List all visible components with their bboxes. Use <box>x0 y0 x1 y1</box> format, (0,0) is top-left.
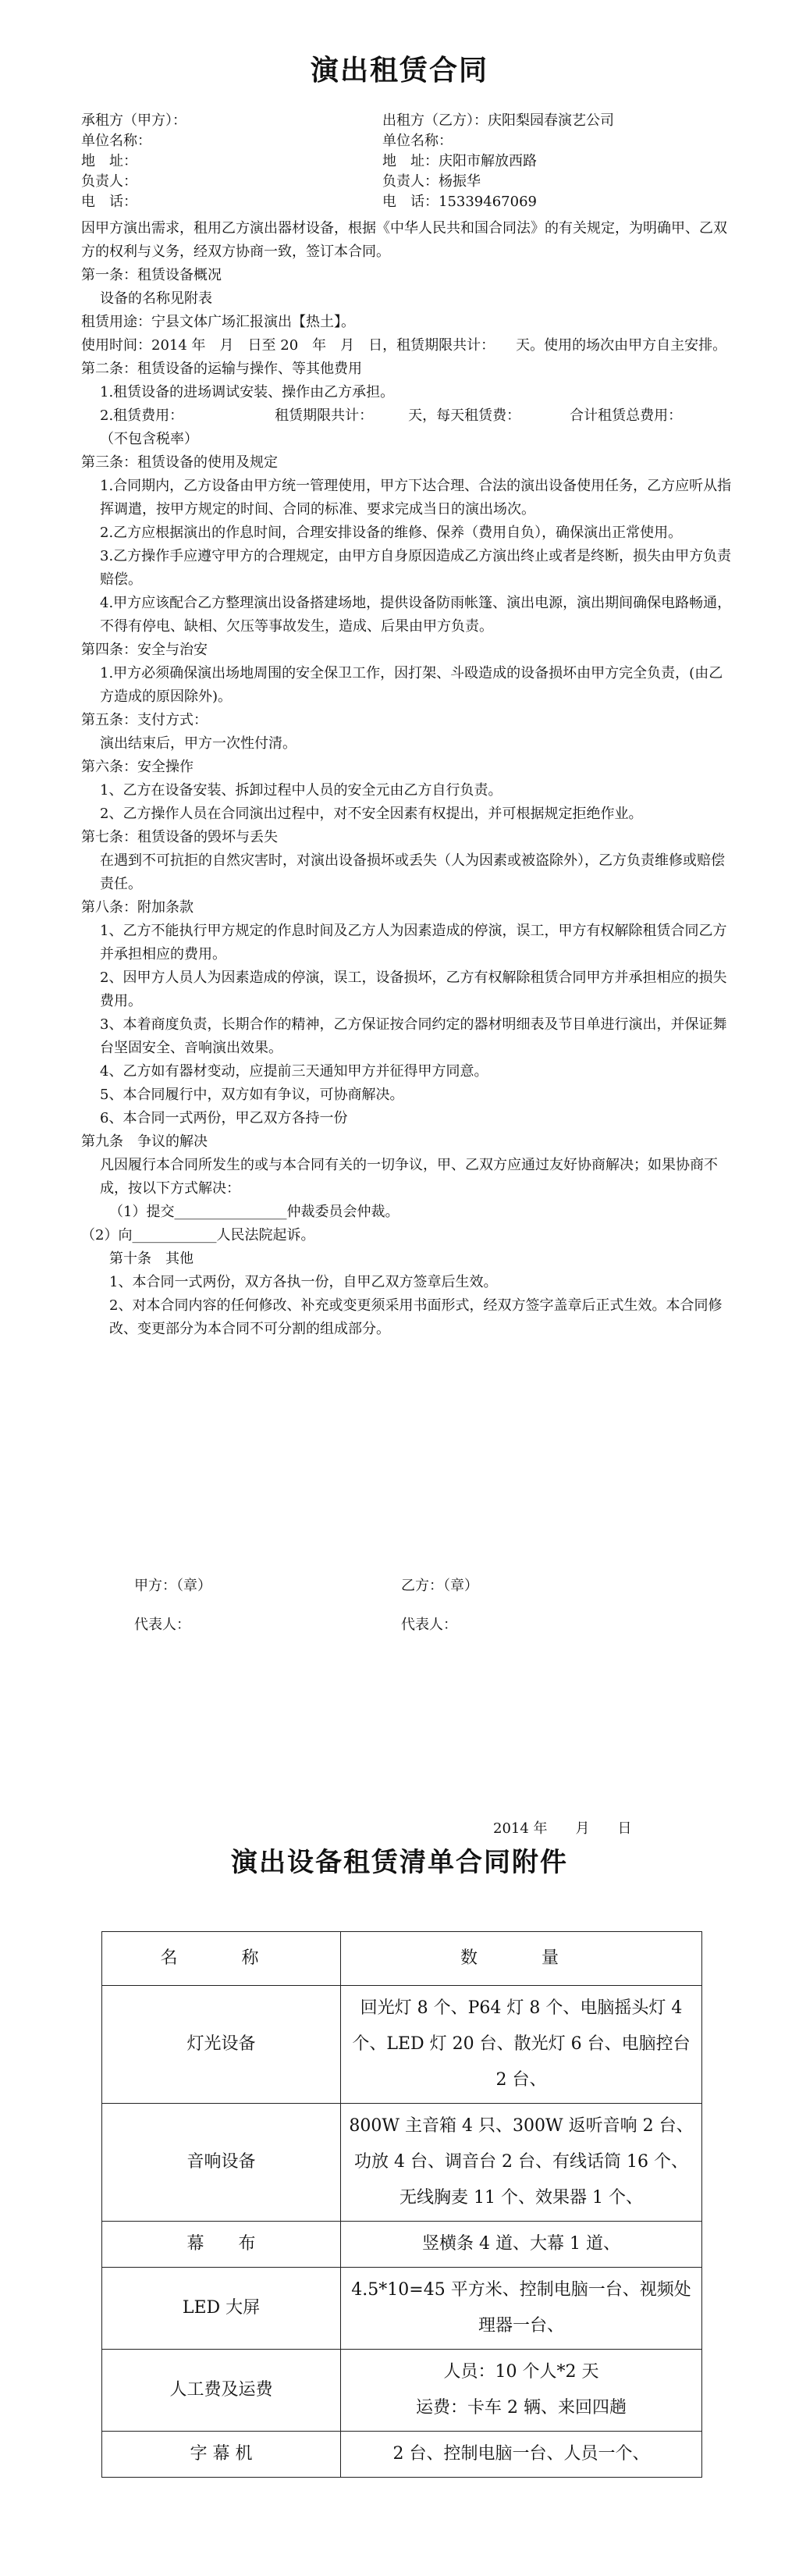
clause-paragraph: 1、乙方不能执行甲方规定的作息时间及乙方人为因素造成的停演，误工，甲方有权解除租赁合同乙方并承担相应的费用。 <box>100 923 727 962</box>
party-b-seal: 乙方：（章） <box>401 1578 478 1594</box>
clause-paragraph: 2.租赁费用： 租赁期限共计： 天，每天租赁费： 合计租赁总费用： （不包含税率） <box>100 407 774 447</box>
party-b-line: 负责人：杨振华 <box>382 173 481 190</box>
clause-paragraph: 第五条：支付方式： <box>81 712 208 728</box>
party-b-line: 电 话：15339467069 <box>382 194 537 210</box>
clause-paragraph: 第四条：安全与治安 <box>81 642 208 658</box>
clause-paragraph: 2、因甲方人员人为因素造成的停演，误工，设备损坏，乙方有权解除租赁合同甲方并承担相应的损失费用。 <box>100 970 727 1009</box>
party-a-line: 地 址： <box>81 153 137 169</box>
clause-paragraph: 1.租赁设备的进场调试安装、操作由乙方承担。 <box>100 384 395 400</box>
equipment-quantity: 2 台、控制电脑一台、人员一个、 <box>341 2432 702 2478</box>
contract-title: 演出租赁合同 <box>310 55 488 87</box>
table-row <box>102 2350 702 2432</box>
clause-paragraph: 1.合同期内，乙方设备由甲方统一管理使用，甲方下达合理、合法的演出设备使用任务，乙方应听从指挥调遣，按甲方规定的时间、合同的标准、要求完成当日的演出场次。 <box>100 478 732 518</box>
equipment-quantity: 800W 主音箱 4 只、300W 返听音响 2 台、功放 4 台、调音台 2 台、有线话筒 16 个、无线胸麦 11 个、效果器 1 个、 <box>341 2104 702 2222</box>
clause-paragraph: 1、本合同一式两份，双方各执一份，自甲乙双方签章后生效。 <box>109 1274 498 1290</box>
party-b-representative: 代表人： <box>401 1617 457 1633</box>
party-a-line: 单位名称： <box>81 133 151 149</box>
clause-paragraph: （2）向____________人民法院起诉。 <box>81 1227 315 1244</box>
party-a-representative: 代表人： <box>134 1617 190 1633</box>
clause-paragraph: 4、乙方如有器材变动，应提前三天通知甲方并征得甲方同意。 <box>100 1063 488 1080</box>
clause-paragraph: 2、乙方操作人员在合同演出过程中，对不安全因素有权提出，并可根据规定拒绝作业。 <box>100 806 643 822</box>
equipment-name: 音响设备 <box>102 2104 341 2222</box>
clause-paragraph: 6、本合同一式两份，甲乙双方各持一份 <box>100 1110 348 1126</box>
party-a-seal: 甲方：（章） <box>134 1578 211 1594</box>
equipment-name: 幕 布 <box>102 2222 341 2268</box>
equipment-name: 字 幕 机 <box>102 2432 341 2478</box>
clause-paragraph: 在遇到不可抗拒的自然灾害时，对演出设备损坏或丢失（人为因素或被盗除外），乙方负责维修或赔偿责任。 <box>100 852 725 892</box>
clause-paragraph: 第二条：租赁设备的运输与操作、等其他费用 <box>81 361 362 377</box>
clause-paragraph: 使用时间：2014 年 月 日至 20 年 月 日，租赁期限共计： 天。使用的场次由甲方自主安排。 <box>81 337 727 354</box>
table-row <box>102 2104 702 2222</box>
clause-paragraph: 3.乙方操作手应遵守甲方的合理规定，由甲方自身原因造成乙方演出终止或者是终断，损失由甲方负责赔偿。 <box>100 548 732 588</box>
party-b-info <box>382 111 614 212</box>
clause-paragraph: 租赁用途：宁县文体广场汇报演出【热土】。 <box>81 314 355 330</box>
equipment-quantity: 4.5*10=45 平方米、控制电脑一台、视频处理器一台、 <box>341 2268 702 2350</box>
contract-date: 2014 年 月 日 <box>493 1820 632 1837</box>
clause-paragraph: 2.乙方应根据演出的作息时间，合理安排设备的维修、保养（费用自负），确保演出正常使用。 <box>100 525 683 541</box>
clause-paragraph: 演出结束后，甲方一次性付清。 <box>100 735 297 752</box>
clause-paragraph: 5、本合同履行中，双方如有争议，可协商解决。 <box>100 1087 404 1103</box>
contract-body <box>81 217 774 1341</box>
table-row <box>102 2222 702 2268</box>
table-row <box>102 2268 702 2350</box>
column-header-name: 名 称 <box>102 1932 341 1986</box>
equipment-name: LED 大屏 <box>102 2268 341 2350</box>
clause-paragraph: 1、乙方在设备安装、拆卸过程中人员的安全元由乙方自行负责。 <box>100 782 502 799</box>
clause-paragraph: 第六条：安全操作 <box>81 759 194 775</box>
clause-paragraph: 设备的名称见附表 <box>100 290 212 307</box>
clause-paragraph: 因甲方演出需求，租用乙方演出器材设备，根据《中华人民共和国合同法》的有关规定，为明确甲、乙双方的权利与义务，经双方协商一致，签订本合同。 <box>81 220 727 260</box>
column-header-quantity: 数 量 <box>341 1932 702 1986</box>
party-b-line: 地 址：庆阳市解放西路 <box>382 153 537 169</box>
clause-paragraph: 第十条 其他 <box>109 1251 194 1267</box>
clause-paragraph: 第八条：附加条款 <box>81 899 194 916</box>
table-header-row <box>102 1932 702 1986</box>
equipment-quantity: 回光灯 8 个、P64 灯 8 个、电脑摇头灯 4 个、LED 灯 20 台、散光灯 6 台、电脑控台 2 台、 <box>341 1986 702 2104</box>
clause-paragraph: 1.甲方必须确保演出场地周围的安全保卫工作，因打架、斗殴造成的设备损坏由甲方完全负责，(由乙方造成的原因除外)。 <box>100 665 723 705</box>
table-row <box>102 2432 702 2478</box>
equipment-name: 人工费及运费 <box>102 2350 341 2432</box>
party-a-info <box>81 111 186 212</box>
party-a-line: 承租方（甲方）： <box>81 112 186 129</box>
clause-paragraph: 第九条 争议的解决 <box>81 1133 208 1150</box>
clause-paragraph: 4.甲方应该配合乙方整理演出设备搭建场地，提供设备防雨帐篷、演出电源，演出期间确保电路畅通，不得有停电、缺相、欠压等事故发生，造成、后果由甲方负责。 <box>100 595 732 635</box>
party-b-line: 出租方（乙方）：庆阳梨园春演艺公司 <box>382 112 614 129</box>
clause-paragraph: 第一条：租赁设备概况 <box>81 267 222 283</box>
clause-paragraph: 第七条：租赁设备的毁坏与丢失 <box>81 829 278 845</box>
clause-paragraph: 第三条：租赁设备的使用及规定 <box>81 454 278 471</box>
party-a-line: 负责人： <box>81 173 137 190</box>
attachment-title: 演出设备租赁清单合同附件 <box>231 1847 568 1878</box>
clause-paragraph: （1）提交________________仲裁委员会仲裁。 <box>109 1204 400 1220</box>
equipment-quantity: 人员：10 个人*2 天 运费：卡车 2 辆、来回四趟 <box>341 2350 702 2432</box>
equipment-name: 灯光设备 <box>102 1986 341 2104</box>
equipment-table <box>101 1931 702 2478</box>
equipment-quantity: 竖横条 4 道、大幕 1 道、 <box>341 2222 702 2268</box>
party-a-line: 电 话： <box>81 194 137 210</box>
clause-paragraph: 2、对本合同内容的任何修改、补充或变更须采用书面形式，经双方签字盖章后正式生效。本合同修改、变更部分为本合同不可分割的组成部分。 <box>109 1297 723 1337</box>
party-b-line: 单位名称： <box>382 133 453 149</box>
clause-paragraph: 凡因履行本合同所发生的或与本合同有关的一切争议，甲、乙双方应通过友好协商解决；如果协商不成，按以下方式解决： <box>100 1157 718 1197</box>
clause-paragraph: 3、本着商度负责，长期合作的精神，乙方保证按合同约定的器材明细表及节目单进行演出，并保证舞台坚固安全、音响演出效果。 <box>100 1016 727 1056</box>
table-row <box>102 1986 702 2104</box>
